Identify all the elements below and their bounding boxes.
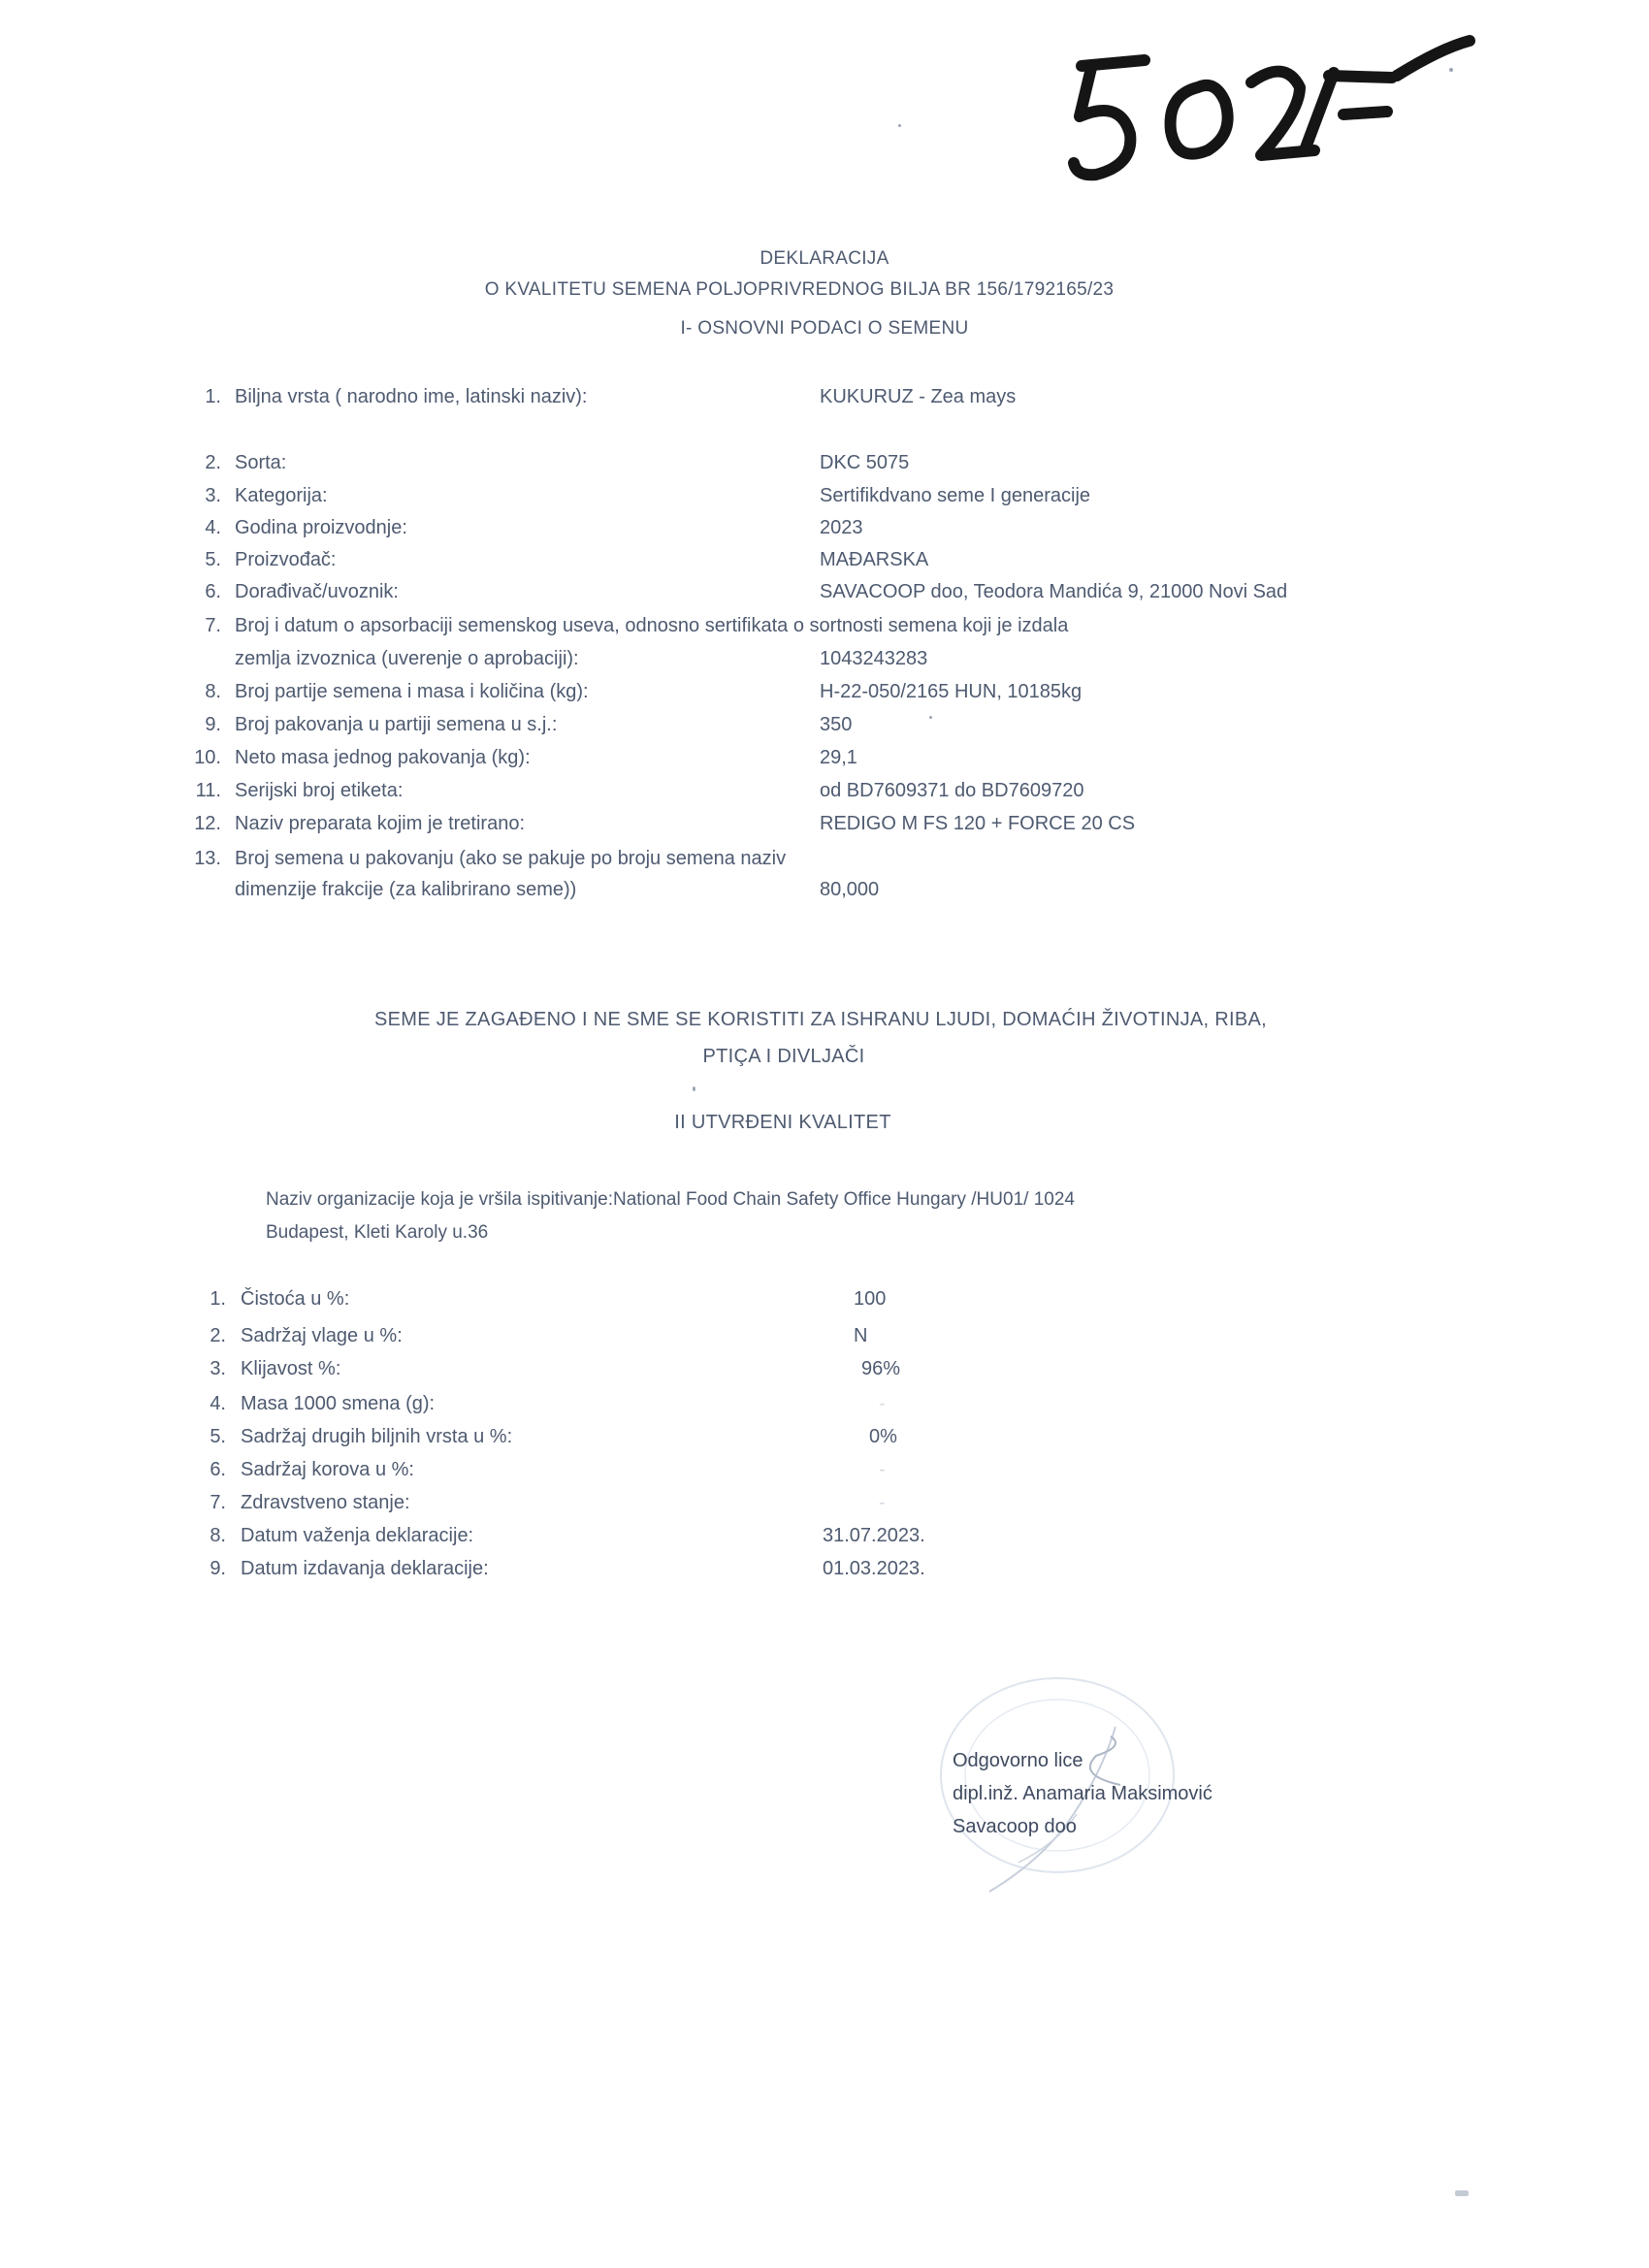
section-quality-heading: II UTVRĐENI KVALITET (674, 1112, 891, 1133)
quality-row: 1. Čistoća u %: 100 (210, 1288, 887, 1310)
document-title: DEKLARACIJA (760, 248, 889, 269)
basic-info-row: 13. Broj semena u pakovanju (ako se pakuje po broju semena naziv (194, 848, 787, 869)
quality-row: 9. Datum izdavanja deklaracije: 01.03.2023. (210, 1558, 925, 1579)
section-basic-info-heading: I- OSNOVNI PODACI O SEMENU (680, 318, 969, 339)
scan-speck (1449, 68, 1453, 72)
warning-text-line1: SEME JE ZAGAĐENO I NE SME SE KORISTITI ZA ISHRANU LJUDI, DOMAĆIH ŽIVOTINJA, RIBA, (374, 1009, 1267, 1030)
scan-speck (1455, 2190, 1469, 2196)
quality-row: 6. Sadržaj korova u %: - (210, 1459, 886, 1480)
scan-speck (929, 716, 932, 719)
document-subtitle: O KVALITETU SEMENA POLJOPRIVREDNOG BILJA BR 156/1792165/23 (484, 279, 1115, 300)
testing-organization-line1: Naziv organizacije koja je vršila ispitivanje:National Food Chain Safety Office Hungary /HU01/ 1024 (266, 1189, 1075, 1210)
basic-info-row: 4. Godina proizvodnje: 2023 (205, 517, 863, 538)
quality-row: 7. Zdravstveno stanje: - (210, 1492, 886, 1513)
basic-info-row: 10. Neto masa jednog pakovanja (kg): 29,1 (194, 747, 857, 768)
basic-info-row: 7. Broj i datum o apsorbaciji semenskog useva, odnosno sertifikata o sortnosti semena koji je izdala (205, 615, 1069, 636)
basic-info-row: 11. Serijski broj etiketa: od BD7609371 do BD7609720 (195, 780, 1084, 801)
quality-row: 8. Datum važenja deklaracije: 31.07.2023. (210, 1525, 925, 1546)
quality-row: 4. Masa 1000 smena (g): - (210, 1393, 886, 1414)
scan-speck (898, 124, 901, 127)
handwritten-number (1052, 19, 1479, 189)
signatory-title: Odgovorno lice (953, 1750, 1083, 1771)
basic-info-row: dimenzije frakcije (za kalibrirano seme)) 80,000 (235, 879, 880, 900)
warning-text-line2: PTIÇA I DIVLJAČI (702, 1046, 865, 1067)
basic-info-row: zemlja izvoznica (uverenje o aprobaciji): 1043243283 (235, 648, 928, 669)
quality-row: 2. Sadržaj vlage u %: N (210, 1325, 868, 1346)
scan-speck (693, 1086, 695, 1091)
basic-info-row: 5. Proizvođač: MAĐARSKA (205, 549, 929, 570)
basic-info-row: 2. Sorta: DKC 5075 (205, 452, 910, 473)
basic-info-row: 3. Kategorija: Sertifikdvano seme I generacije (205, 485, 1091, 506)
basic-info-row: 12. Naziv preparata kojim je tretirano: REDIGO M FS 120 + FORCE 20 CS (194, 813, 1136, 834)
quality-row: 3. Klijavost %: 96% (210, 1358, 901, 1379)
basic-info-row: 6. Dorađivač/uvoznik: SAVACOOP doo, Teodora Mandića 9, 21000 Novi Sad (205, 581, 1288, 602)
basic-info-row: 8. Broj partije semena i masa i količina (kg): H-22-050/2165 HUN, 10185kg (205, 681, 1083, 702)
signatory-company: Savacoop doo (953, 1816, 1077, 1837)
basic-info-row: 9. Broj pakovanja u partiji semena u s.j.: 350 (205, 714, 853, 735)
signatory-name: dipl.inž. Anamaria Maksimović (953, 1783, 1212, 1804)
basic-info-row: 1. Biljna vrsta ( narodno ime, latinski naziv): KUKURUZ - Zea mays (205, 386, 1017, 407)
quality-row: 5. Sadržaj drugih biljnih vrsta u %: 0% (210, 1426, 897, 1447)
testing-organization-line2: Budapest, Kleti Karoly u.36 (266, 1222, 489, 1243)
